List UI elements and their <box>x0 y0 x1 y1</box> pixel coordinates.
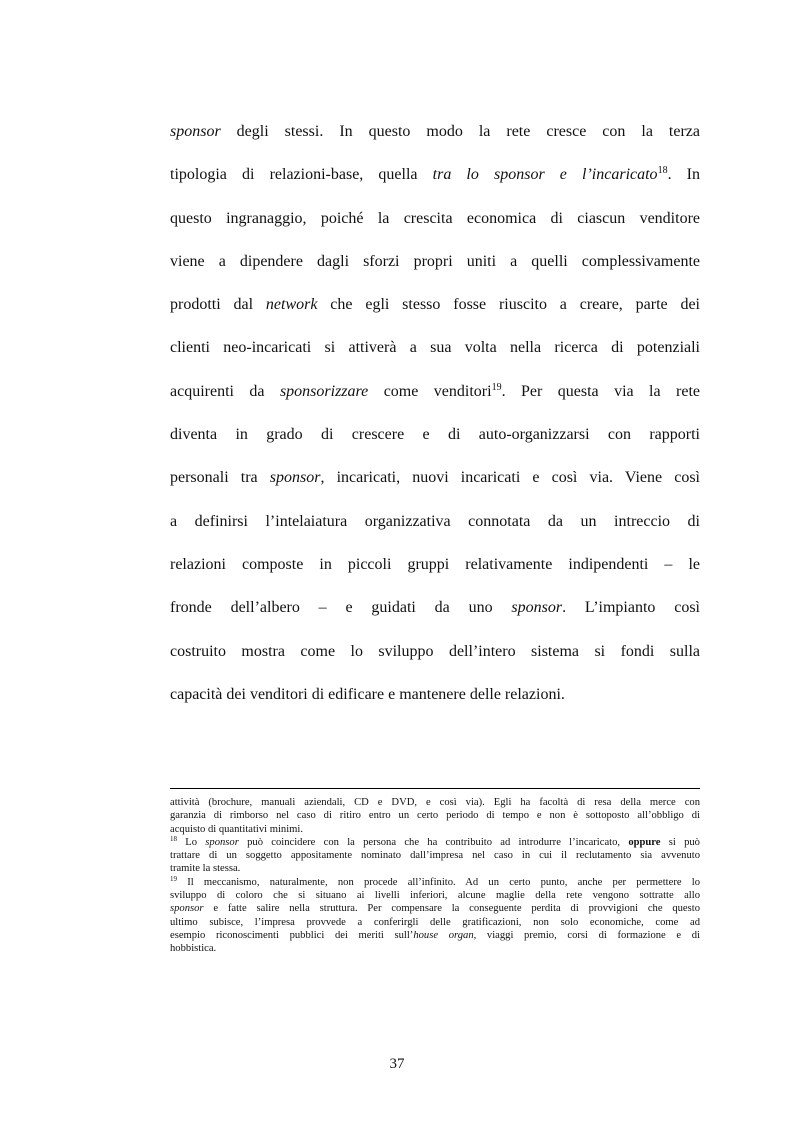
footnote-line: sviluppo di coloro che si situano ai livelli inferiori, alcune maglie della rete vengono sottratte allo <box>170 890 700 902</box>
body-line: costruito mostra come lo sviluppo dell’intero sistema si fondi sulla <box>170 642 700 660</box>
body-line: clienti neo-incaricati si attiverà a sua volta nella ricerca di potenziali <box>170 339 700 357</box>
footnote-number: 19 <box>170 874 177 883</box>
footnote-number: 18 <box>170 834 177 843</box>
body-line: acquirenti da sponsorizzare come venditori$^{19}$. Per questa via la rete <box>170 381 701 400</box>
footnote-ref-18: 18 <box>657 165 668 177</box>
body-line: personali tra sponsor, incaricati, nuovi incaricati e così via. Viene così <box>170 469 701 487</box>
body-line: diventa in grado di crescere e di auto-organizzarsi con rapporti <box>170 426 700 444</box>
body-line: capacità dei venditori di edificare e mantenere delle relazioni. <box>170 685 565 703</box>
body-line: fronde dell’albero – e guidati da uno sponsor. L’impianto così <box>170 599 700 617</box>
footnote-line: ultimo subisce, l’impresa provvede a conferirgli delle gratificazioni, non solo economiche, come ad <box>170 916 700 928</box>
body-line: questo ingranaggio, poiché la crescita economica di ciascun venditore <box>170 209 700 227</box>
footnote-separator <box>170 788 700 789</box>
footnote-line: trattare di un soggetto appositamente nominato dall’impresa nel caso in cui il reclutamento sia avvenuto <box>170 850 700 862</box>
body-line: relazioni composte in piccoli gruppi relativamente indipendenti – le <box>170 555 700 573</box>
footnote-ref-19: 19 <box>491 381 502 393</box>
body-line: tipologia di relazioni-base, quella tra lo sponsor e l’incaricato$^{18}$. In <box>170 165 701 184</box>
footnotes <box>170 796 700 956</box>
footnote-line: hobbistica. <box>170 943 217 955</box>
footnote-19: $^{19}$ Il meccanismo, naturalmente, non procede all’infinito. Ad un certo punto, anche per permettere lo <box>170 874 700 888</box>
footnote-line: tramite la stessa. <box>170 863 241 875</box>
footnote-line: esempio riconoscimenti pubblici dei meriti sull’house organ, viaggi premio, corsi di formazione e di <box>170 929 700 941</box>
footnote-line: acquisto di quantitativi minimi. <box>170 823 303 835</box>
body-line: viene a dipendere dagli sforzi propri uniti a quelli complessivamente <box>170 252 700 270</box>
footnote-line: attività (brochure, manuali aziendali, CD e DVD, e così via). Egli ha facoltà di resa della merce con <box>170 797 700 808</box>
body-line: a definirsi l’intelaiatura organizzativa connotata da un intreccio di <box>170 512 700 530</box>
footnote-line: sponsor e fatte salire nella struttura. Per compensare la conseguente perdita di provvigioni che questo <box>170 903 700 915</box>
body-line: prodotti dal network che egli stesso fosse riuscito a creare, parte dei <box>170 296 701 314</box>
body-line: sponsor degli stessi. In questo modo la rete cresce con la terza <box>170 123 700 140</box>
body-paragraph <box>170 110 700 716</box>
page-number: 37 <box>389 1056 405 1072</box>
footnote-18: $^{18}$ Lo sponsor può coincidere con la persona che ha contribuito ad introdurre l’incaricato, oppure si può <box>170 834 700 848</box>
footnote-line: garanzia di rimborso nel caso di ritiro entro un certo periodo di tempo e non è sottoposto all’obbligo di <box>170 810 700 822</box>
